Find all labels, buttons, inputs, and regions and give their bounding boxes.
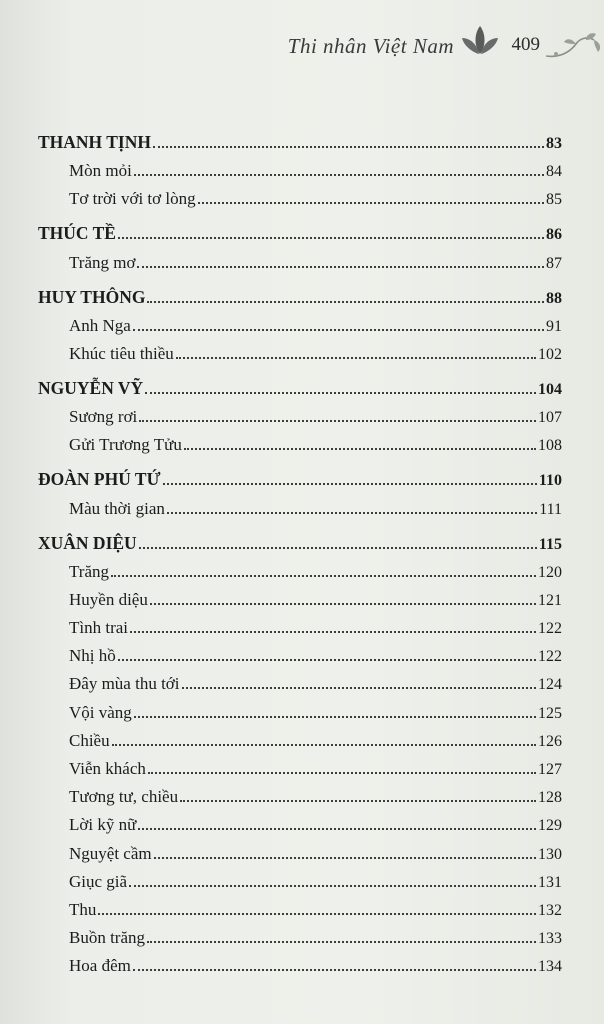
dot-leader [98,912,536,915]
dot-leader [134,715,536,718]
page-ref: 85 [546,191,562,209]
toc-author-entry [38,209,562,244]
dot-leader [150,602,536,605]
toc-poem-entry [38,308,562,336]
dot-leader [133,968,536,971]
poem-title: Sương rơi [69,407,138,427]
toc-poem-entry [38,920,562,948]
toc-poem-entry [38,638,562,666]
page-ref: 88 [546,289,562,307]
poem-title: Huyền diệu [69,589,148,609]
toc-poem-entry [38,892,562,920]
poem-title: Viễn khách [69,759,146,778]
poem-title: Mòn mỏi [69,161,132,181]
toc-author-entry [38,273,562,308]
dot-leader [167,511,537,514]
toc-poem-entry [38,948,562,976]
toc-poem-entry [38,399,562,427]
poem-title: Đây mùa thu tới [69,674,180,694]
page-ref: 122 [538,648,562,666]
toc-poem-entry [38,779,562,807]
page-ref: 129 [538,817,562,835]
page-number: 409 [511,34,540,55]
toc-author-entry [38,364,562,399]
dot-leader [134,173,544,176]
page-ref: 131 [538,873,562,891]
toc-poem-entry [38,336,562,364]
dot-leader [139,546,537,549]
page-ref: 108 [538,437,562,455]
toc-poem-entry [38,694,562,722]
dot-leader [111,574,536,577]
author-name: THÚC TỀ [38,223,116,244]
poem-title: Nhị hồ [69,646,116,666]
page-ref: 107 [538,409,562,427]
poem-title: Giục giã [69,871,128,891]
page-ref: 128 [538,789,562,807]
page-ref: 124 [538,676,562,694]
book-title: Thi nhân Việt Nam [287,34,454,58]
dot-leader [137,265,544,268]
poem-title: Buồn trăng [69,928,146,948]
page-ref: 86 [546,226,562,244]
page-ref: 91 [546,317,562,335]
poem-title: Trăng mơ [69,252,136,272]
dot-leader [147,300,544,303]
toc-poem-entry [38,554,562,582]
page-ref: 126 [538,732,562,750]
author-name: XUÂN DIỆU [38,532,137,553]
author-name: ĐOÀN PHÚ TỨ [38,469,161,490]
author-name: HUY THÔNG [38,286,146,307]
dot-leader [112,743,536,746]
poem-title: Nguyệt cầm [69,843,152,863]
poem-title: Tương tư, chiều [69,787,179,807]
author-name: NGUYỄN VỸ [38,377,144,398]
page-ref: 83 [546,135,562,152]
dot-leader [180,799,536,802]
dot-leader [118,658,536,661]
dot-leader [148,771,536,774]
table-of-contents [38,118,562,976]
dot-leader [182,686,537,689]
page-ref: 125 [538,704,562,722]
page-ref: 122 [538,620,562,638]
toc-poem-entry [38,153,562,181]
page-ref: 110 [538,472,562,490]
running-header [274,24,604,64]
toc-author-entry [38,118,562,153]
page-ref: 102 [538,345,562,363]
poem-title: Trăng [69,561,109,581]
toc-poem-entry [38,864,562,892]
toc-poem-entry [38,582,562,610]
poem-title: Màu thời gian [69,498,165,518]
dot-leader [133,328,544,331]
toc-poem-entry [38,244,562,272]
author-name: THANH TỊNH [38,132,151,152]
page-ref: 104 [538,380,562,398]
toc-poem-entry [38,427,562,455]
dot-leader [139,419,536,422]
toc-poem-entry [38,807,562,835]
dot-leader [138,827,536,830]
page-ref: 132 [538,901,562,919]
leaf-ornament-icon [460,24,500,56]
page-ref: 87 [546,254,562,272]
page-ref: 134 [538,958,562,976]
toc-poem-entry [38,490,562,518]
poem-title: Khúc tiêu thiều [69,343,174,363]
page-ref: 127 [538,761,562,778]
vine-ornament-icon [546,30,604,64]
page-ref: 133 [538,930,562,948]
dot-leader [154,856,536,859]
toc-poem-entry [38,181,562,209]
poem-title: Hoa đêm [69,956,131,976]
toc-poem-entry [38,835,562,863]
page-ref: 115 [538,535,562,553]
dot-leader [145,391,536,394]
poem-title: Tơ trời với tơ lòng [69,189,196,209]
toc-poem-entry [38,751,562,779]
dot-leader [153,145,544,148]
poem-title: Thu [69,899,97,919]
page-ref: 121 [538,591,562,609]
toc-author-entry [38,519,562,554]
poem-title: Anh Nga [69,315,131,335]
dot-leader [198,201,544,204]
page-ref: 84 [546,163,562,181]
poem-title: Vội vàng [69,702,132,722]
poem-title: Gửi Trương Tửu [69,435,182,455]
dot-leader [129,884,536,887]
page-ref: 120 [538,563,562,581]
toc-poem-entry [38,610,562,638]
dot-leader [163,482,537,485]
dot-leader [130,630,536,633]
page-ref: 130 [538,845,562,863]
toc-author-entry [38,455,562,490]
poem-title: Tình trai [69,618,129,638]
dot-leader [147,940,536,943]
dot-leader [118,236,544,239]
dot-leader [176,356,536,359]
poem-title: Lời kỹ nữ [69,815,137,835]
page-ref: 111 [539,500,562,518]
poem-title: Chiều [69,730,110,750]
toc-poem-entry [38,666,562,694]
dot-leader [184,447,536,450]
toc-poem-entry [38,723,562,751]
